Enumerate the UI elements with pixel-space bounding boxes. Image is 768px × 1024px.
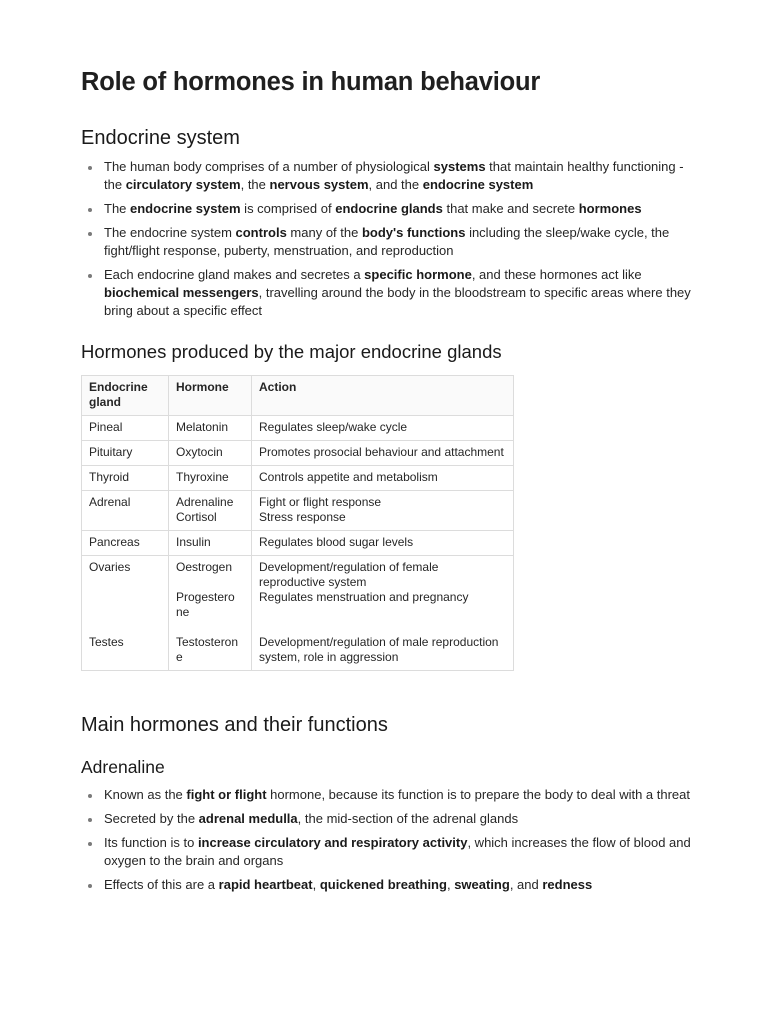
cell-action: Controls appetite and metabolism <box>252 466 514 491</box>
bold-term: circulatory system <box>125 177 241 192</box>
bold-term: adrenal medulla <box>198 811 298 826</box>
bold-term: fight or flight <box>186 787 267 802</box>
text-run: hormone, because its function is to prepare the body to deal with a threat <box>266 787 691 802</box>
text-run: The <box>104 201 131 216</box>
table-row <box>82 491 514 531</box>
hormone-line: Cortisol <box>176 510 217 524</box>
text-run: , and these hormones act like <box>471 267 642 282</box>
cell-hormone <box>169 556 252 626</box>
table-row <box>82 441 514 466</box>
text-run: is comprised of <box>240 201 336 216</box>
hormone-line: Progestero ne <box>176 590 235 619</box>
action-line: Development/regulation of female reproductive system <box>259 560 439 589</box>
bold-term: redness <box>542 877 593 892</box>
table-row <box>82 625 514 671</box>
list-item <box>81 158 691 194</box>
text-run: Known as the <box>104 787 187 802</box>
table-row <box>82 556 514 626</box>
text-run: , which increases the flow of blood and oxygen to the brain and organs <box>104 835 691 868</box>
list-item <box>81 810 691 828</box>
cell-hormone: Melatonin <box>169 416 252 441</box>
header-hormone: Hormone <box>169 376 252 416</box>
bold-term: rapid heartbeat <box>218 877 313 892</box>
text-run: , travelling around the body in the bloodstream to specific areas where they bring about a specific effect <box>104 285 691 318</box>
bold-term: hormones <box>578 201 642 216</box>
bold-term: body's functions <box>361 225 466 240</box>
cell-gland: Pituitary <box>82 441 169 466</box>
list-item <box>81 786 691 804</box>
action-line: Fight or flight response <box>259 495 382 509</box>
text-run: including the sleep/wake cycle, the fight/flight response, puberty, menstruation, and reproduction <box>104 225 670 258</box>
text-run: , the <box>240 177 270 192</box>
cell-gland: Adrenal <box>82 491 169 531</box>
hormone-line: Adrenaline <box>176 495 234 509</box>
bold-term: controls <box>235 225 287 240</box>
text-run: Effects of this are a <box>104 877 219 892</box>
cell-action: Promotes prosocial behaviour and attachment <box>252 441 514 466</box>
cell-action: Development/regulation of male reproduction system, role in aggression <box>252 625 514 671</box>
header-action: Action <box>252 376 514 416</box>
cell-action: Regulates sleep/wake cycle <box>252 416 514 441</box>
endocrine-bullet-list <box>81 158 691 326</box>
heading-hormones-table: Hormones produced by the major endocrine glands <box>81 341 502 362</box>
text-run: Its function is to <box>104 835 198 850</box>
bold-term: biochemical messengers <box>104 285 259 300</box>
hormone-line: Oestrogen <box>176 560 233 574</box>
cell-hormone <box>169 491 252 531</box>
text-run: that maintain healthy functioning - the <box>104 159 684 192</box>
text-run: , and the <box>368 177 423 192</box>
list-item <box>81 876 691 894</box>
action-line: Stress response <box>259 510 346 524</box>
cell-hormone: Insulin <box>169 531 252 556</box>
text-run: , <box>312 877 320 892</box>
bold-term: endocrine system <box>422 177 534 192</box>
bold-term: endocrine glands <box>335 201 443 216</box>
list-item <box>81 224 691 260</box>
text-run: , <box>446 877 455 892</box>
heading-main-hormones: Main hormones and their functions <box>81 714 388 736</box>
text-run: The endocrine system <box>104 225 236 240</box>
table-row <box>82 466 514 491</box>
text-run: , the mid-section of the adrenal glands <box>297 811 519 826</box>
heading-endocrine-system: Endocrine system <box>81 127 240 149</box>
text-run: The human body comprises of a number of physiological <box>104 159 434 174</box>
list-item <box>81 200 691 218</box>
bold-term: specific hormone <box>364 267 472 282</box>
table-row <box>82 531 514 556</box>
text-run: , and <box>509 877 543 892</box>
cell-gland: Ovaries <box>82 556 169 626</box>
cell-gland: Pancreas <box>82 531 169 556</box>
bold-term: endocrine system <box>130 201 241 216</box>
list-item <box>81 834 691 870</box>
page-title: Role of hormones in human behaviour <box>81 68 541 96</box>
list-item <box>81 266 691 320</box>
cell-hormone: Thyroxine <box>169 466 252 491</box>
cell-hormone: Testosteron e <box>169 625 252 671</box>
cell-hormone: Oxytocin <box>169 441 252 466</box>
cell-action <box>252 491 514 531</box>
header-endocrine-gland: Endocrine gland <box>82 376 169 416</box>
text-run: that make and secrete <box>442 201 579 216</box>
cell-action: Regulates blood sugar levels <box>252 531 514 556</box>
table-header-row <box>82 376 514 416</box>
text-run: Secreted by the <box>104 811 199 826</box>
bold-term: quickened breathing <box>319 877 447 892</box>
hormones-table <box>81 375 514 671</box>
bold-term: sweating <box>454 877 510 892</box>
cell-gland: Testes <box>82 625 169 671</box>
cell-gland: Thyroid <box>82 466 169 491</box>
text-run: many of the <box>286 225 362 240</box>
table-row <box>82 416 514 441</box>
bold-term: systems <box>433 159 486 174</box>
cell-gland: Pineal <box>82 416 169 441</box>
bold-term: nervous system <box>269 177 369 192</box>
text-run: Each endocrine gland makes and secretes a <box>104 267 365 282</box>
action-line: Regulates menstruation and pregnancy <box>259 590 469 604</box>
cell-action <box>252 556 514 626</box>
heading-adrenaline: Adrenaline <box>81 757 165 777</box>
bold-term: increase circulatory and respiratory activity <box>197 835 468 850</box>
adrenaline-bullet-list <box>81 786 691 900</box>
